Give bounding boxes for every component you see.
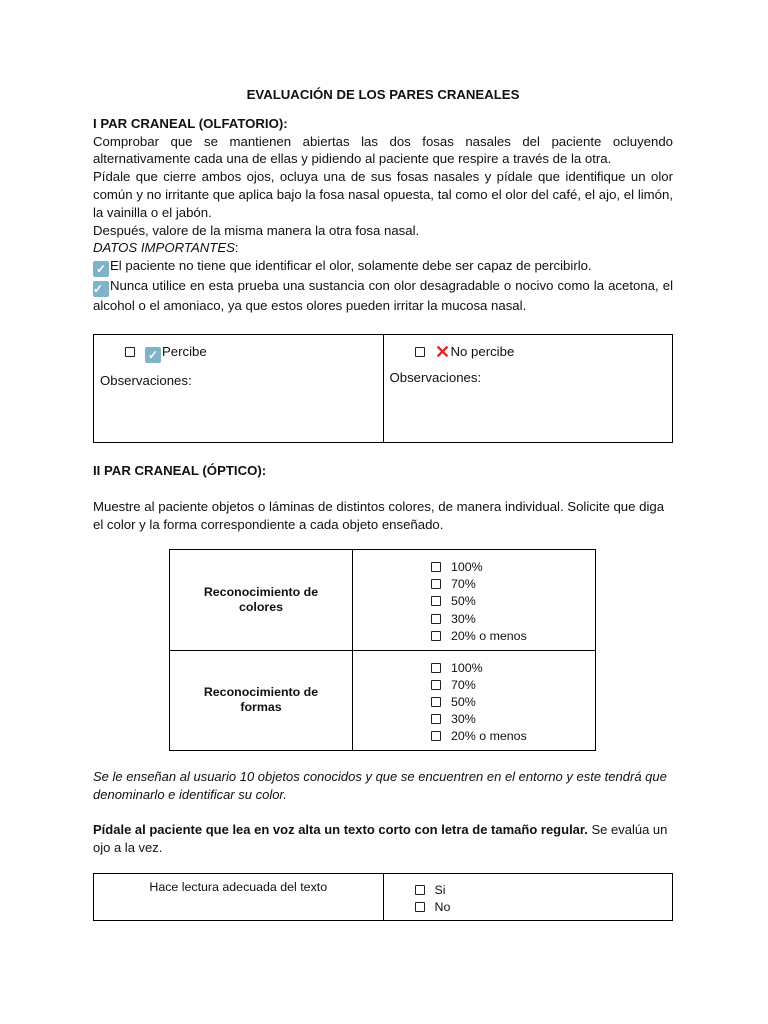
page-title: EVALUACIÓN DE LOS PARES CRANEALES xyxy=(246,87,520,102)
option-label: 20% o menos xyxy=(451,628,527,643)
note2-text: Nunca utilice en esta prueba una sustancia con olor desagradable o nocivo como la acetona, el alcohol o el amoniaco, ya que estos olores pueden irritar la mucosa nasal. xyxy=(93,278,673,314)
option-label: 100% xyxy=(451,560,483,574)
formas-option[interactable] xyxy=(431,728,595,745)
formas-option[interactable] xyxy=(431,711,595,728)
checkbox[interactable] xyxy=(431,631,441,641)
percibe-checkbox[interactable] xyxy=(125,347,135,357)
option-label: 50% xyxy=(451,694,476,709)
colores-option[interactable] xyxy=(431,559,595,576)
formas-label-cell xyxy=(170,650,353,751)
section1-para3: Después, valore de la misma manera la otra fosa nasal. xyxy=(93,222,420,238)
section1-heading: I PAR CRANEAL (OLFATORIO): xyxy=(93,115,288,131)
section2-para: Muestre al paciente objetos o láminas de distintos colores, de manera individual. Solicite que diga el color y la forma correspondiente a cada objeto enseñado. xyxy=(93,499,665,532)
option-label: 70% xyxy=(451,677,476,692)
reading-options xyxy=(383,874,673,921)
option-label: 30% xyxy=(451,611,476,626)
note2 xyxy=(93,277,673,315)
option-label: 70% xyxy=(451,577,476,592)
checkbox[interactable] xyxy=(431,614,441,624)
checkbox[interactable] xyxy=(431,697,441,707)
percibe-cell xyxy=(94,335,384,443)
si-checkbox[interactable] xyxy=(415,885,425,895)
datos-label: DATOS IMPORTANTES xyxy=(93,240,235,256)
no-checkbox[interactable] xyxy=(415,902,425,912)
check-mark-icon: ✓ xyxy=(93,261,109,277)
section2 xyxy=(93,462,673,534)
colores-option[interactable] xyxy=(431,628,595,645)
section3 xyxy=(93,768,673,857)
observaciones-left-label: Observaciones: xyxy=(100,373,192,388)
no-percibe-option[interactable] xyxy=(415,344,673,360)
checkbox[interactable] xyxy=(431,731,441,741)
section2-heading: II PAR CRANEAL (ÓPTICO): xyxy=(93,463,267,478)
formas-option[interactable] xyxy=(431,677,595,694)
document-body xyxy=(93,86,673,315)
check-mark-icon: ✓ xyxy=(93,281,109,297)
option-label: 30% xyxy=(451,712,476,727)
checkbox[interactable] xyxy=(431,663,441,673)
no-percibe-cell xyxy=(383,335,673,443)
note1 xyxy=(93,257,673,277)
optic-result-table xyxy=(169,549,596,751)
colores-options xyxy=(353,550,596,651)
option-label: 50% xyxy=(451,594,476,609)
reading-result-table xyxy=(93,873,673,921)
section1-para2: Pídale que cierre ambos ojos, ocluya una de sus fosas nasales y pídale que identifique un olor común y no irritante que aplica bajo la fosa nasal opuesta, tal como el olor del café, el ajo, el limón, la vainilla o el jabón. xyxy=(93,169,673,220)
no-percibe-checkbox[interactable] xyxy=(415,347,425,357)
formas-label-line2: formas xyxy=(240,700,282,715)
percibe-option[interactable] xyxy=(125,344,383,363)
check-mark-icon: ✓ xyxy=(145,347,161,363)
formas-label-line1: Reconocimiento de xyxy=(203,685,319,700)
si-label: Si xyxy=(434,883,446,897)
olfactory-result-table xyxy=(93,334,673,443)
checkbox[interactable] xyxy=(431,579,441,589)
colores-option[interactable] xyxy=(431,611,595,628)
option-label: 100% xyxy=(451,660,483,675)
percibe-label: Percibe xyxy=(162,344,207,359)
datos-colon: : xyxy=(234,240,239,256)
instruction-bold: Pídale al paciente que lea en voz alta un texto corto con letra de tamaño regular. xyxy=(93,822,588,837)
note1-text: El paciente no tiene que identificar el olor, solamente debe ser capaz de percibirlo. xyxy=(110,258,592,274)
section1-para1: Comprobar que se mantienen abiertas las dos fosas nasales del paciente ocluyendo alternativamente cada una de ellas y pidiendo al paciente que respire a través de la otra. xyxy=(93,133,673,167)
colores-label-line2: colores xyxy=(238,599,284,614)
checkbox[interactable] xyxy=(431,680,441,690)
formas-options xyxy=(353,650,596,751)
checkbox[interactable] xyxy=(431,562,441,572)
no-percibe-label: No percibe xyxy=(450,344,515,359)
formas-option[interactable] xyxy=(431,660,595,677)
colores-option[interactable] xyxy=(431,593,595,610)
checkbox[interactable] xyxy=(431,714,441,724)
colores-label-cell xyxy=(170,550,353,651)
section3-instruction xyxy=(93,821,673,857)
checkbox[interactable] xyxy=(431,596,441,606)
no-label: No xyxy=(434,900,451,914)
formas-option[interactable] xyxy=(431,694,595,711)
instruction-normal: Se evalúa un ojo a la vez. xyxy=(93,822,668,855)
reading-option-si[interactable] xyxy=(415,882,673,899)
section3-italic-para: Se le enseñan al usuario 10 objetos conocidos y que se encuentren en el entorno y este tendrá que denominarlo e identificar su color. xyxy=(93,769,667,802)
observaciones-right-label: Observaciones: xyxy=(389,370,482,385)
datos-importantes xyxy=(93,239,673,257)
colores-label-line1: Reconocimiento de xyxy=(203,584,319,599)
reading-label-cell: Hace lectura adecuada del texto xyxy=(94,874,384,921)
cross-mark-icon: ✕ xyxy=(434,342,451,362)
reading-option-no[interactable] xyxy=(415,899,673,916)
option-label: 20% o menos xyxy=(451,729,527,744)
colores-option[interactable] xyxy=(431,576,595,593)
